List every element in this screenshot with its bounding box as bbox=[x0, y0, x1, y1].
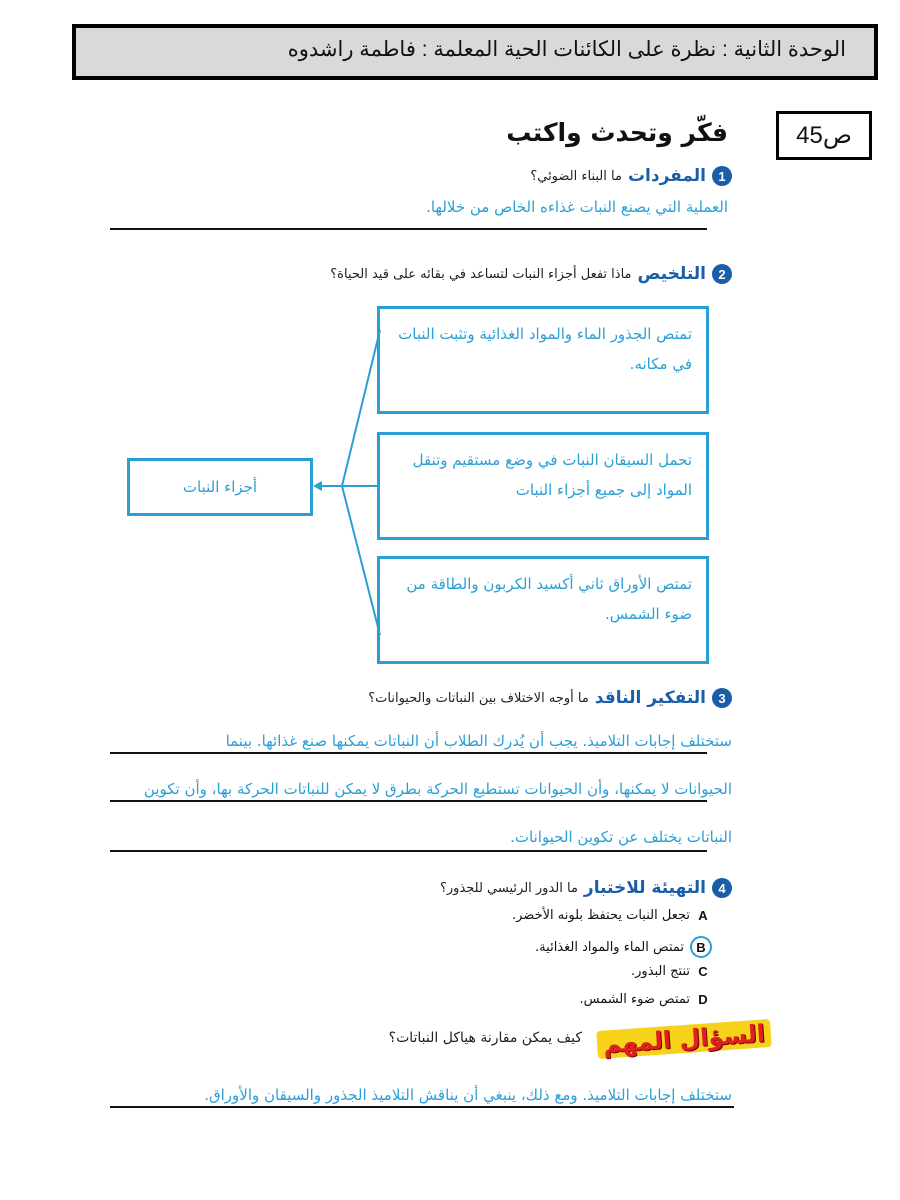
plant-parts-box: أجزاء النبات bbox=[127, 458, 313, 516]
option-letter: C bbox=[698, 964, 708, 979]
option-letter: A bbox=[698, 908, 708, 923]
stems-box bbox=[377, 432, 709, 540]
option-letter: D bbox=[698, 992, 708, 1007]
q2-question: ماذا تفعل أجزاء النبات لتساعد في بقائه على قيد الحياة؟ bbox=[330, 266, 632, 282]
answer-line bbox=[110, 800, 707, 802]
essential-answer: ستختلف إجابات التلاميذ. ومع ذلك، ينبغي أن يناقش التلاميذ الجذور والسيقان والأوراق. bbox=[204, 1086, 732, 1104]
option-d[interactable] bbox=[579, 992, 710, 1007]
roots-line-1: تمتص الجذور الماء والمواد الغذائية وتثبت النبات bbox=[398, 325, 692, 343]
header-banner bbox=[72, 24, 878, 80]
q3-answer-line-1: ستختلف إجابات التلاميذ. يجب أن يُدرك الطلاب أن النباتات يمكنها صنع غذائها. بينما bbox=[225, 732, 732, 750]
leaves-line-1: تمتص الأوراق ثاني أكسيد الكربون والطاقة من bbox=[406, 575, 692, 593]
q2-number: 2 bbox=[712, 264, 732, 284]
q1-header bbox=[530, 166, 732, 186]
q3-answer-line-2: الحيوانات لا يمكنها، وأن الحيوانات تستطيع الحركة بطرق لا يمكن للنباتات الحركة بها، وأن تكوين bbox=[143, 780, 732, 798]
q2-label: التلخيص bbox=[637, 264, 706, 284]
q4-question: ما الدور الرئيسي للجذور؟ bbox=[439, 880, 578, 896]
selected-circle-icon bbox=[690, 936, 712, 958]
q4-label: التهيئة للاختبار bbox=[583, 878, 706, 898]
q1-answer: العملية التي يصنع النبات غذاءه الخاص من خلالها. bbox=[426, 198, 728, 216]
essential-question: كيف يمكن مقارنة هياكل النباتات؟ bbox=[388, 1030, 582, 1046]
stems-line-2: المواد إلى جميع أجزاء النبات bbox=[515, 481, 692, 499]
leaves-line-2: ضوء الشمس. bbox=[605, 605, 692, 623]
section-title: فكّر وتحدث واكتب bbox=[506, 118, 728, 147]
leaves-box bbox=[377, 556, 709, 664]
answer-line bbox=[110, 228, 707, 230]
connector-line bbox=[342, 486, 380, 635]
option-text: تمتص ضوء الشمس. bbox=[579, 992, 690, 1007]
header-text: الوحدة الثانية : نظرة على الكائنات الحية المعلمة : فاطمة راشدوه bbox=[287, 38, 846, 61]
page-reference: ص45 bbox=[776, 111, 872, 160]
q3-number: 3 bbox=[712, 688, 732, 708]
connector-line bbox=[342, 330, 380, 486]
q2-header bbox=[330, 264, 732, 284]
option-a[interactable] bbox=[512, 908, 710, 923]
q1-number: 1 bbox=[712, 166, 732, 186]
roots-line-2: في مكانه. bbox=[629, 355, 692, 373]
arrow-head-icon bbox=[313, 481, 322, 491]
essential-question-badge: السؤال المهم bbox=[596, 1019, 772, 1059]
answer-line bbox=[110, 1106, 734, 1108]
option-c[interactable] bbox=[631, 964, 710, 979]
option-b-selected[interactable] bbox=[535, 936, 712, 958]
q3-label: التفكير الناقد bbox=[594, 688, 706, 708]
option-text: تنتج البذور. bbox=[631, 964, 690, 979]
option-text: تجعل النبات يحتفظ بلونه الأخضر. bbox=[512, 908, 690, 923]
option-letter: B bbox=[696, 939, 706, 955]
answer-line bbox=[110, 752, 707, 754]
q3-question: ما أوجه الاختلاف بين النباتات والحيوانات؟ bbox=[368, 690, 589, 706]
q3-header bbox=[368, 688, 732, 708]
q4-header bbox=[440, 878, 732, 898]
answer-line bbox=[110, 850, 707, 852]
q1-question: ما البناء الضوئي؟ bbox=[530, 168, 622, 184]
stems-line-1: تحمل السيقان النبات في وضع مستقيم وتنقل bbox=[412, 451, 692, 469]
q4-number: 4 bbox=[712, 878, 732, 898]
q3-answer-line-3: النباتات يختلف عن تكوين الحيوانات. bbox=[510, 828, 732, 846]
q1-label: المفردات bbox=[627, 166, 706, 186]
roots-box bbox=[377, 306, 709, 414]
option-text: تمتص الماء والمواد الغذائية. bbox=[535, 939, 684, 955]
